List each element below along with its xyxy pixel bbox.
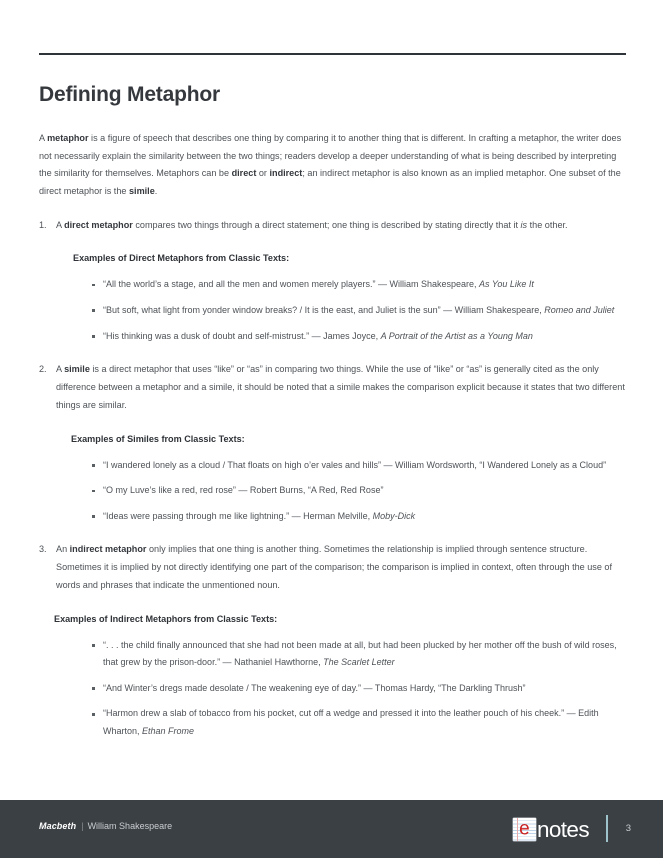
page-number: 3 <box>625 823 631 834</box>
bullet-dot-icon <box>92 490 95 493</box>
enotes-logo <box>513 816 589 842</box>
bullet-dot-icon <box>92 464 95 467</box>
bullet-dot-icon <box>92 335 95 338</box>
page-footer <box>0 800 663 858</box>
example-text: “Ideas were passing through me like lightning.” — Herman Melville, Moby-Dick <box>103 510 416 521</box>
definition-item <box>39 541 626 594</box>
example-text: “All the world’s a stage, and all the men and women merely players.” — William Shakespeare, As You Like It <box>103 279 534 290</box>
top-rule-divider <box>39 53 626 55</box>
example-list-item <box>90 276 626 294</box>
example-list-item <box>90 508 626 526</box>
examples-list <box>90 457 626 526</box>
example-text: “But soft, what light from yonder window breaks? / It is the east, and Juliet is the sun” — William Shakespeare, Romeo and Juliet <box>103 304 615 315</box>
example-text: “Harmon drew a slab of tobacco from his pocket, cut off a wedge and pressed it into the leather pouch of his cheek.” — Edith Wharton, Ethan Frome <box>103 708 599 737</box>
example-list-item <box>90 680 626 698</box>
examples-heading: Examples of Direct Metaphors from Classic Texts: <box>73 253 290 264</box>
example-list-item <box>90 302 626 320</box>
enotes-wordmark: notes <box>536 816 589 842</box>
bullet-dot-icon <box>92 687 95 690</box>
bullet-dot-icon <box>92 644 95 647</box>
definition-item <box>39 361 626 414</box>
enotes-e-mark-icon <box>513 818 536 841</box>
definition-item-marker: 2. <box>39 364 47 375</box>
bullet-dot-icon <box>92 284 95 287</box>
definitions-list <box>39 217 626 741</box>
footer-vertical-divider <box>606 815 608 842</box>
document-content <box>39 0 626 741</box>
examples-heading: Examples of Similes from Classic Texts: <box>71 433 245 444</box>
definition-item-text: An indirect metaphor only implies that one thing is another thing. Sometimes the relationship is implied through sentence structure. Sometimes it is implied by not directly identifying one part of the comparison; the comparison is implied in context, often through the use of words and phrases that indicate the unmentioned noun. <box>56 544 613 590</box>
page-title: Defining Metaphor <box>39 83 220 106</box>
footer-separator: | <box>81 821 84 831</box>
example-list-item <box>90 482 626 500</box>
example-list-item <box>90 637 626 672</box>
definition-item <box>39 217 626 235</box>
intro-paragraph: A metaphor is a figure of speech that describes one thing by comparing it to another thing that is different. In crafting a metaphor, the writer does not necessarily explain the similarity between the two things; readers develop a deeper understanding of what is being described by interpreting the similarity for themselves. Metaphors can be direct or indirect; an indirect metaphor is also known as an implied metaphor. One subset of the direct metaphor is the simile. <box>39 133 622 196</box>
example-list-item <box>90 705 626 740</box>
definition-item-marker: 3. <box>39 544 47 555</box>
example-list-item <box>90 457 626 475</box>
definition-item-marker: 1. <box>39 219 47 230</box>
definition-item-text: A simile is a direct metaphor that uses “like” or “as” in comparing two things. While the use of “like” or “as” is generally cited as the only difference between a metaphor and a simile, it should be noted that a simile makes the comparison explicit because it states that two different things are similar. <box>56 364 625 410</box>
enotes-e-glyph: e <box>519 818 530 840</box>
example-text: “His thinking was a dusk of doubt and self-mistrust.” — James Joyce, A Portrait of the Artist as a Young Man <box>103 330 533 341</box>
footer-author: William Shakespeare <box>87 821 173 831</box>
example-text: “And Winter’s dregs made desolate / The weakening eye of day.” — Thomas Hardy, “The Darkling Thrush” <box>103 682 526 693</box>
example-list-item <box>90 328 626 346</box>
definition-item-text: A direct metaphor compares two things through a direct statement; one thing is described by stating directly that it is the other. <box>56 219 568 230</box>
examples-list <box>90 276 626 345</box>
footer-book-info <box>39 821 172 831</box>
example-text: “. . . the child finally announced that she had not been made at all, but had been plucked by her mother off the bush of wild roses, that grew by the prison-door.” — Nathaniel Hawthorne, The Scarlet Letter <box>103 639 617 668</box>
example-text: “I wandered lonely as a cloud / That floats on high o’er vales and hills” — William Wordsworth, “I Wandered Lonely as a Cloud” <box>103 459 607 470</box>
examples-list <box>90 637 626 741</box>
bullet-dot-icon <box>92 713 95 716</box>
example-text: “O my Luve’s like a red, red rose” — Robert Burns, “A Red, Red Rose” <box>103 485 384 496</box>
bullet-dot-icon <box>92 309 95 312</box>
examples-heading: Examples of Indirect Metaphors from Classic Texts: <box>54 613 278 624</box>
bullet-dot-icon <box>92 515 95 518</box>
footer-book-title: Macbeth <box>39 821 77 831</box>
